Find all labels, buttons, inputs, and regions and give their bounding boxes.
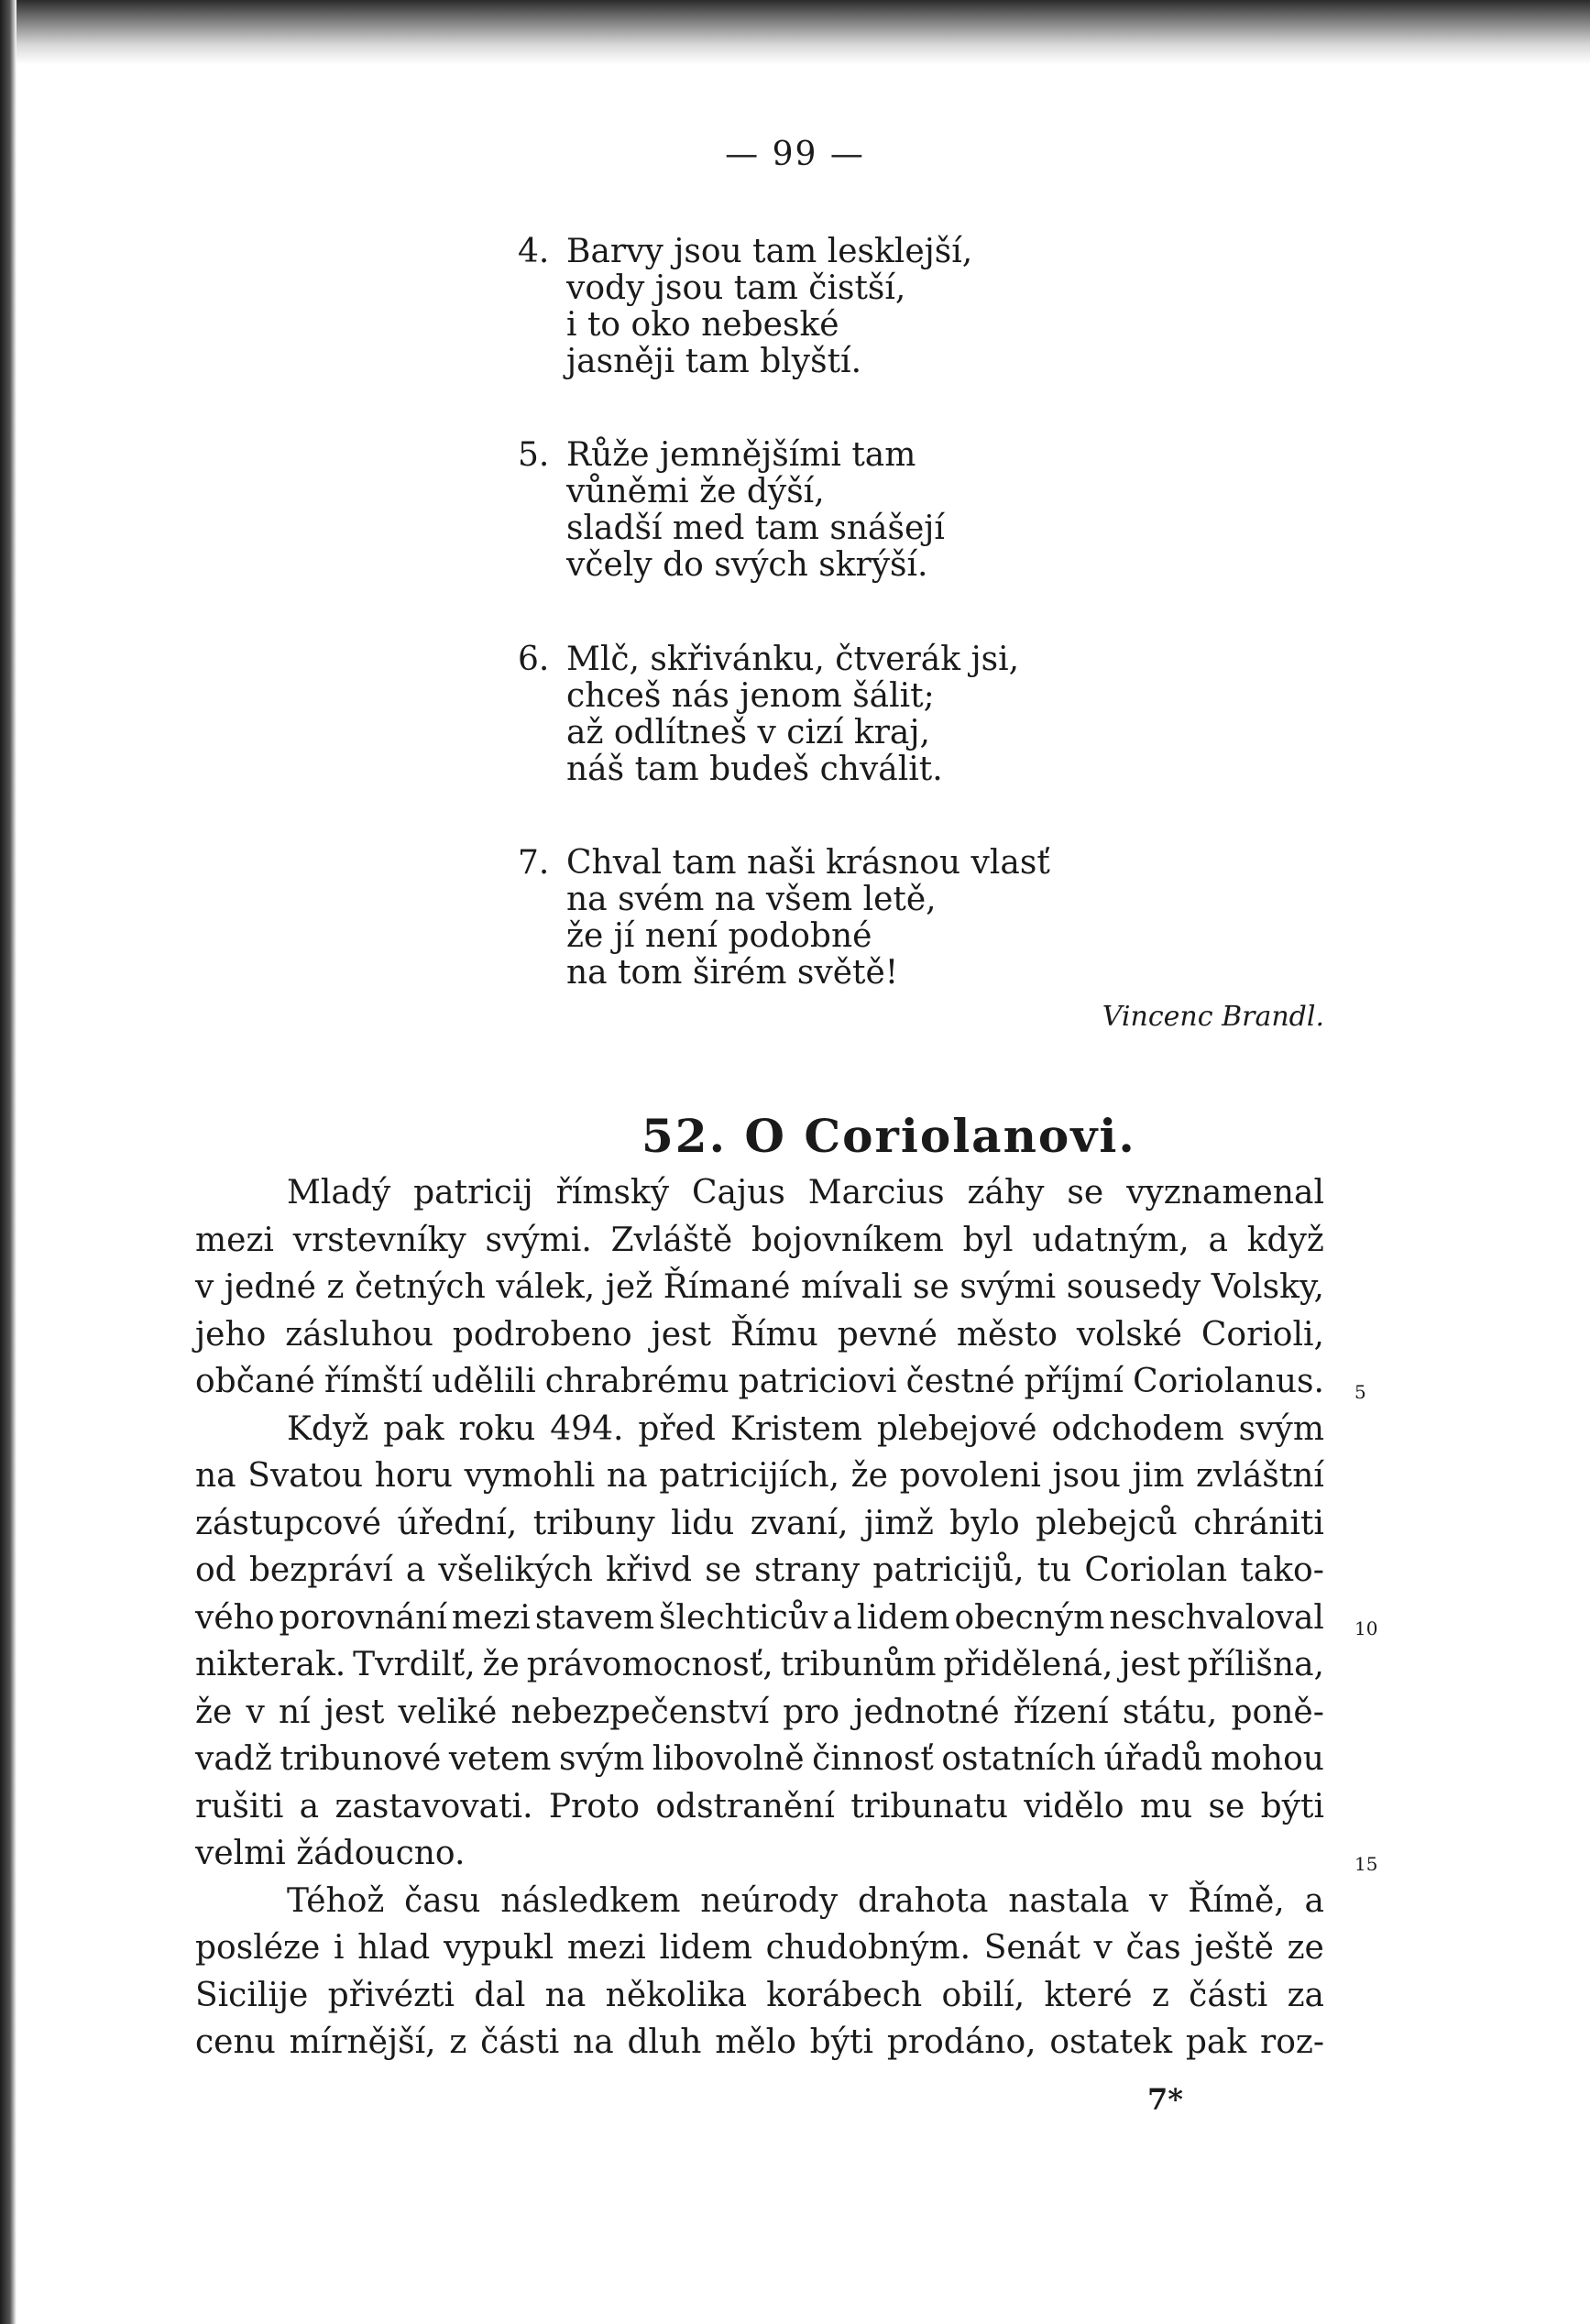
prose-word: lidu — [671, 1504, 735, 1542]
prose-word: roz- — [1259, 2023, 1324, 2061]
poem-line: Chval tam naši krásnou vlasť — [566, 844, 1050, 882]
prose-word: veliké — [398, 1693, 498, 1731]
prose-word: odstranění — [655, 1787, 835, 1825]
prose-line: velmi žádoucno. — [195, 1835, 466, 1872]
prose-word: se — [1208, 1787, 1245, 1825]
prose-word: jimž — [864, 1504, 934, 1542]
prose-word: vymohli — [464, 1457, 596, 1495]
prose-line — [195, 1972, 1324, 2020]
prose-word: za — [1287, 1976, 1324, 2014]
prose-word: mírnější, — [289, 2023, 436, 2061]
prose-word: Svatou — [247, 1457, 364, 1495]
prose-word: ze — [1287, 1929, 1324, 1967]
prose-word: Kristem — [729, 1409, 862, 1448]
prose-word: svými — [959, 1268, 1057, 1306]
prose-word: patricijů, — [872, 1551, 1025, 1589]
prose-word: na — [573, 2023, 614, 2061]
prose-word: strany — [754, 1551, 861, 1589]
scan-border-top — [0, 0, 1590, 64]
prose-word: rušiti — [195, 1787, 284, 1825]
stanza-number: 6. — [518, 641, 550, 678]
prose-word: úřadů — [1103, 1740, 1203, 1778]
prose-word: na — [544, 1976, 587, 2014]
poem-line: vůněmi že dýší, — [566, 473, 825, 510]
prose-word: několika — [605, 1976, 747, 2014]
prose-word: jest — [651, 1315, 711, 1354]
printer-signature-mark: 7* — [1147, 2082, 1183, 2117]
prose-word: korábech — [766, 1976, 923, 2014]
poem-line: sladší med tam snášejí — [566, 510, 945, 547]
prose-word: svým — [558, 1740, 645, 1778]
prose-word: tako- — [1240, 1551, 1324, 1589]
prose-word: nikterak. — [195, 1646, 346, 1683]
prose-word: mu — [1139, 1787, 1193, 1825]
prose-word: Sicilije — [195, 1976, 309, 2014]
prose-word: jest — [323, 1693, 385, 1731]
prose-word: jim — [1132, 1457, 1185, 1495]
stanza-number: 7. — [518, 844, 550, 882]
prose-word: posléze — [195, 1929, 321, 1967]
prose-word: části — [480, 2023, 560, 2061]
prose-word: státu, — [1122, 1693, 1218, 1731]
prose-word: válek, — [496, 1268, 596, 1306]
prose-word: jež — [605, 1268, 653, 1306]
prose-line — [195, 1452, 1324, 1500]
prose-word: jsou — [1052, 1457, 1121, 1495]
prose-word: udatným, — [1032, 1221, 1190, 1259]
prose-word: povoleni — [899, 1457, 1041, 1495]
prose-line — [195, 1358, 1324, 1406]
prose-word: z — [326, 1268, 345, 1306]
prose-word: pak — [1185, 2023, 1247, 2061]
prose-word: plebejové — [876, 1409, 1037, 1448]
stanza-7 — [518, 845, 1050, 992]
prose-word: chudobným. — [765, 1929, 971, 1967]
prose-word: jeho — [195, 1315, 267, 1354]
prose-line — [195, 1500, 1324, 1548]
prose-word: Coriolan — [1084, 1551, 1228, 1589]
prose-word: mezi — [566, 1929, 646, 1967]
prose-word: bezpráví — [248, 1551, 393, 1589]
prose-word: svým — [1238, 1409, 1324, 1448]
prose-word: v — [1093, 1929, 1113, 1967]
prose-word: křivd — [606, 1551, 693, 1589]
poem-line: vody jsou tam čistší, — [566, 269, 906, 307]
prose-word: občané — [195, 1363, 315, 1400]
prose-word: od — [195, 1551, 236, 1589]
prose-word: všelikých — [438, 1551, 594, 1589]
prose-word: následkem — [500, 1881, 681, 1920]
prose-word: před — [638, 1409, 716, 1448]
prose-word: Coriolanus. — [1133, 1363, 1324, 1400]
prose-word: volské — [1076, 1315, 1182, 1354]
prose-line — [195, 1595, 1324, 1642]
prose-word: a — [1208, 1221, 1228, 1259]
prose-word: Zvláště — [610, 1221, 733, 1259]
prose-word: neúrody — [700, 1881, 839, 1920]
prose-word: římský — [555, 1174, 670, 1211]
prose-word: Marcius — [807, 1174, 945, 1211]
prose-word: poně- — [1231, 1693, 1324, 1731]
prose-word: vidělo — [1024, 1787, 1124, 1825]
poem-line: na tom širém světě! — [566, 954, 899, 992]
scan-border-left — [0, 0, 16, 2324]
poem-line: že jí není podobné — [566, 917, 872, 955]
prose-word: bylo — [949, 1504, 1020, 1542]
prose-word: obilí, — [941, 1976, 1025, 2014]
prose-word: a — [405, 1551, 426, 1589]
prose-word: patricij — [413, 1174, 533, 1211]
poem-line: až odlítneš v cizí kraj, — [566, 714, 930, 751]
prose-word: vadž — [195, 1740, 272, 1778]
prose-word: hlad — [357, 1929, 431, 1967]
prose-word: Tvrdilť, — [353, 1646, 476, 1683]
prose-line — [195, 1641, 1324, 1689]
prose-word: dal — [474, 1976, 526, 2014]
prose-word: právomocnosť, — [526, 1646, 773, 1683]
prose-word: a — [299, 1787, 320, 1825]
prose-word: v — [1149, 1881, 1168, 1920]
prose-word: obecným — [954, 1598, 1105, 1637]
prose-word: patriciovi — [738, 1363, 897, 1400]
prose-word: zástupcové — [195, 1504, 382, 1542]
prose-word: jest — [1120, 1646, 1180, 1683]
prose-word: odchodem — [1051, 1409, 1224, 1448]
prose-word: nastala — [1008, 1881, 1130, 1920]
prose-word: nebezpečenství — [510, 1693, 770, 1731]
prose-word: četných — [354, 1268, 486, 1306]
prose-word: mívali — [801, 1268, 903, 1306]
prose-word: byl — [962, 1221, 1014, 1259]
prose-line — [195, 1689, 1324, 1737]
prose-word: na — [606, 1457, 648, 1495]
prose-word: úřední, — [397, 1504, 518, 1542]
prose-word: se — [1067, 1174, 1104, 1211]
page-number: — 99 — — [725, 136, 865, 173]
poem-line: i to oko nebeské — [566, 306, 839, 344]
prose-word: se — [913, 1268, 949, 1306]
prose-word: v — [195, 1268, 214, 1306]
margin-line-number: 15 — [1354, 1853, 1378, 1875]
margin-line-number: 5 — [1354, 1381, 1366, 1403]
prose-word: ostatek — [1049, 2023, 1173, 2061]
prose-word: z — [449, 2023, 467, 2061]
stanza-5 — [518, 437, 945, 584]
prose-word: zastavovati. — [334, 1787, 533, 1825]
stanza-4 — [518, 234, 972, 380]
prose-word: mělo — [715, 2023, 796, 2061]
prose-word: tribunatu — [850, 1787, 1008, 1825]
prose-word: Senát — [983, 1929, 1080, 1967]
prose-word: dluh — [627, 2023, 702, 2061]
prose-line — [195, 1406, 1324, 1453]
prose-word: mohou — [1211, 1740, 1324, 1778]
prose-line — [195, 1169, 1324, 1217]
prose-word: pevné — [837, 1315, 938, 1354]
prose-word: svými. — [485, 1221, 592, 1259]
prose-word: času — [404, 1881, 481, 1920]
prose-word: ještě — [1194, 1929, 1274, 1967]
prose-word: části — [1189, 1976, 1268, 2014]
prose-word: vetem — [448, 1740, 552, 1778]
prose-word: že — [850, 1457, 888, 1495]
prose-line — [195, 1264, 1324, 1311]
prose-word: že — [195, 1693, 233, 1731]
prose-word: prodáno, — [886, 2023, 1036, 2061]
prose-line — [195, 1783, 1324, 1831]
prose-word: sousedy — [1066, 1268, 1201, 1306]
prose-word: město — [956, 1315, 1058, 1354]
prose-word: Římě, — [1188, 1881, 1285, 1920]
prose-word: v — [246, 1693, 265, 1731]
prose-word: Proto — [548, 1787, 641, 1825]
prose-word: býti — [809, 2023, 874, 2061]
prose-word: a — [1304, 1881, 1324, 1920]
prose-word: chrániti — [1193, 1504, 1324, 1542]
prose-word: lidem — [856, 1598, 950, 1637]
prose-word: ostatních — [941, 1740, 1096, 1778]
prose-word: které — [1044, 1976, 1133, 2014]
prose-word: čestné — [905, 1363, 1015, 1400]
prose-word: tribunové — [280, 1740, 442, 1778]
prose-word: patricijích, — [659, 1457, 840, 1495]
poem-line: chceš nás jenom šálit; — [566, 677, 935, 715]
poem-line: Mlč, skřivánku, čtverák jsi, — [566, 641, 1020, 678]
prose-word: přivézti — [327, 1976, 455, 2014]
prose-line — [195, 1311, 1324, 1359]
prose-word: udělili — [432, 1363, 536, 1400]
poem-author: Vincenc Brandl. — [1102, 1001, 1324, 1033]
prose-word: šlechticův — [659, 1598, 828, 1637]
prose-word: 494. — [550, 1409, 624, 1448]
prose-line — [195, 1878, 1324, 1925]
prose-word: zvláštní — [1196, 1457, 1324, 1495]
poem-line: jasněji tam blyští. — [566, 343, 862, 380]
prose-word: čas — [1125, 1929, 1181, 1967]
prose-word: cenu — [195, 2023, 276, 2061]
stanza-6 — [518, 641, 1019, 788]
prose-word: porovnání — [279, 1598, 447, 1637]
prose-word: a — [832, 1598, 852, 1637]
poem-line: Barvy jsou tam lesklejší, — [566, 233, 973, 270]
poem-line: na svém na všem letě, — [566, 881, 937, 918]
prose-word: bojovníkem — [751, 1221, 944, 1259]
prose-word: záhy — [967, 1174, 1045, 1211]
prose-line — [195, 2019, 1324, 2066]
prose-word: římští — [323, 1363, 423, 1400]
prose-word: horu — [374, 1457, 453, 1495]
prose-word: tribunům — [780, 1646, 937, 1683]
prose-word: Téhož — [287, 1881, 385, 1920]
prose-line — [195, 1547, 1324, 1595]
poem-line: náš tam budeš chválit. — [566, 751, 943, 788]
prose-word: Římu — [729, 1315, 818, 1354]
prose-word: libovolně — [652, 1740, 805, 1778]
prose-line — [195, 1924, 1324, 1972]
margin-line-number: 10 — [1354, 1617, 1378, 1639]
prose-word: pak — [383, 1409, 444, 1448]
poem-line: včely do svých skrýší. — [566, 546, 928, 584]
prose-word: ní — [279, 1693, 311, 1731]
stanza-number: 5. — [518, 436, 550, 474]
prose-line — [195, 1217, 1324, 1265]
prose-word: na — [195, 1457, 236, 1495]
prose-word: i — [333, 1929, 345, 1967]
prose-word: jednotné — [853, 1693, 1000, 1731]
prose-word: činnosť — [812, 1740, 934, 1778]
prose-word: mezi — [195, 1221, 274, 1259]
prose-word: mezi — [451, 1598, 531, 1637]
prose-word: že — [482, 1646, 520, 1683]
prose-word: z — [1151, 1976, 1169, 2014]
prose-word: se — [705, 1551, 741, 1589]
prose-word: tu — [1036, 1551, 1072, 1589]
prose-word: Když — [287, 1409, 369, 1448]
prose-word: vrstevníky — [292, 1221, 466, 1259]
prose-word: drahota — [857, 1881, 989, 1920]
prose-line — [195, 1736, 1324, 1783]
prose-word: když — [1246, 1221, 1324, 1259]
prose-word: vyznamenal — [1126, 1174, 1324, 1211]
prose-body — [195, 1169, 1324, 2066]
prose-word: zásluhou — [285, 1315, 433, 1354]
prose-word: příjmí — [1024, 1363, 1124, 1400]
prose-word: Římané — [663, 1268, 791, 1306]
prose-word: plebejců — [1036, 1504, 1178, 1542]
prose-word: roku — [458, 1409, 536, 1448]
prose-word: Corioli, — [1201, 1315, 1324, 1354]
prose-word: pro — [783, 1693, 840, 1731]
prose-word: zvaní, — [750, 1504, 849, 1542]
prose-word: chrabrému — [544, 1363, 729, 1400]
prose-word: jedné — [224, 1268, 316, 1306]
section-title: 52. O Coriolanovi. — [641, 1109, 1136, 1163]
stanza-number: 4. — [518, 233, 550, 270]
prose-word: řízení — [1013, 1693, 1109, 1731]
prose-word: neschvaloval — [1109, 1598, 1324, 1637]
prose-word: tribuny — [532, 1504, 655, 1542]
prose-word: lidem — [659, 1929, 752, 1967]
prose-word: podrobeno — [452, 1315, 632, 1354]
prose-word: Mladý — [287, 1174, 391, 1211]
prose-word: Cajus — [692, 1174, 785, 1211]
prose-word: přílišna, — [1187, 1646, 1324, 1683]
prose-word: vypukl — [444, 1929, 554, 1967]
prose-word: stavem — [534, 1598, 655, 1637]
prose-word: Volsky, — [1211, 1268, 1324, 1306]
prose-word: býti — [1260, 1787, 1324, 1825]
prose-word: vého — [195, 1598, 275, 1637]
poem-line: Růže jemnějšími tam — [566, 436, 916, 474]
prose-word: přidělená, — [943, 1646, 1113, 1683]
